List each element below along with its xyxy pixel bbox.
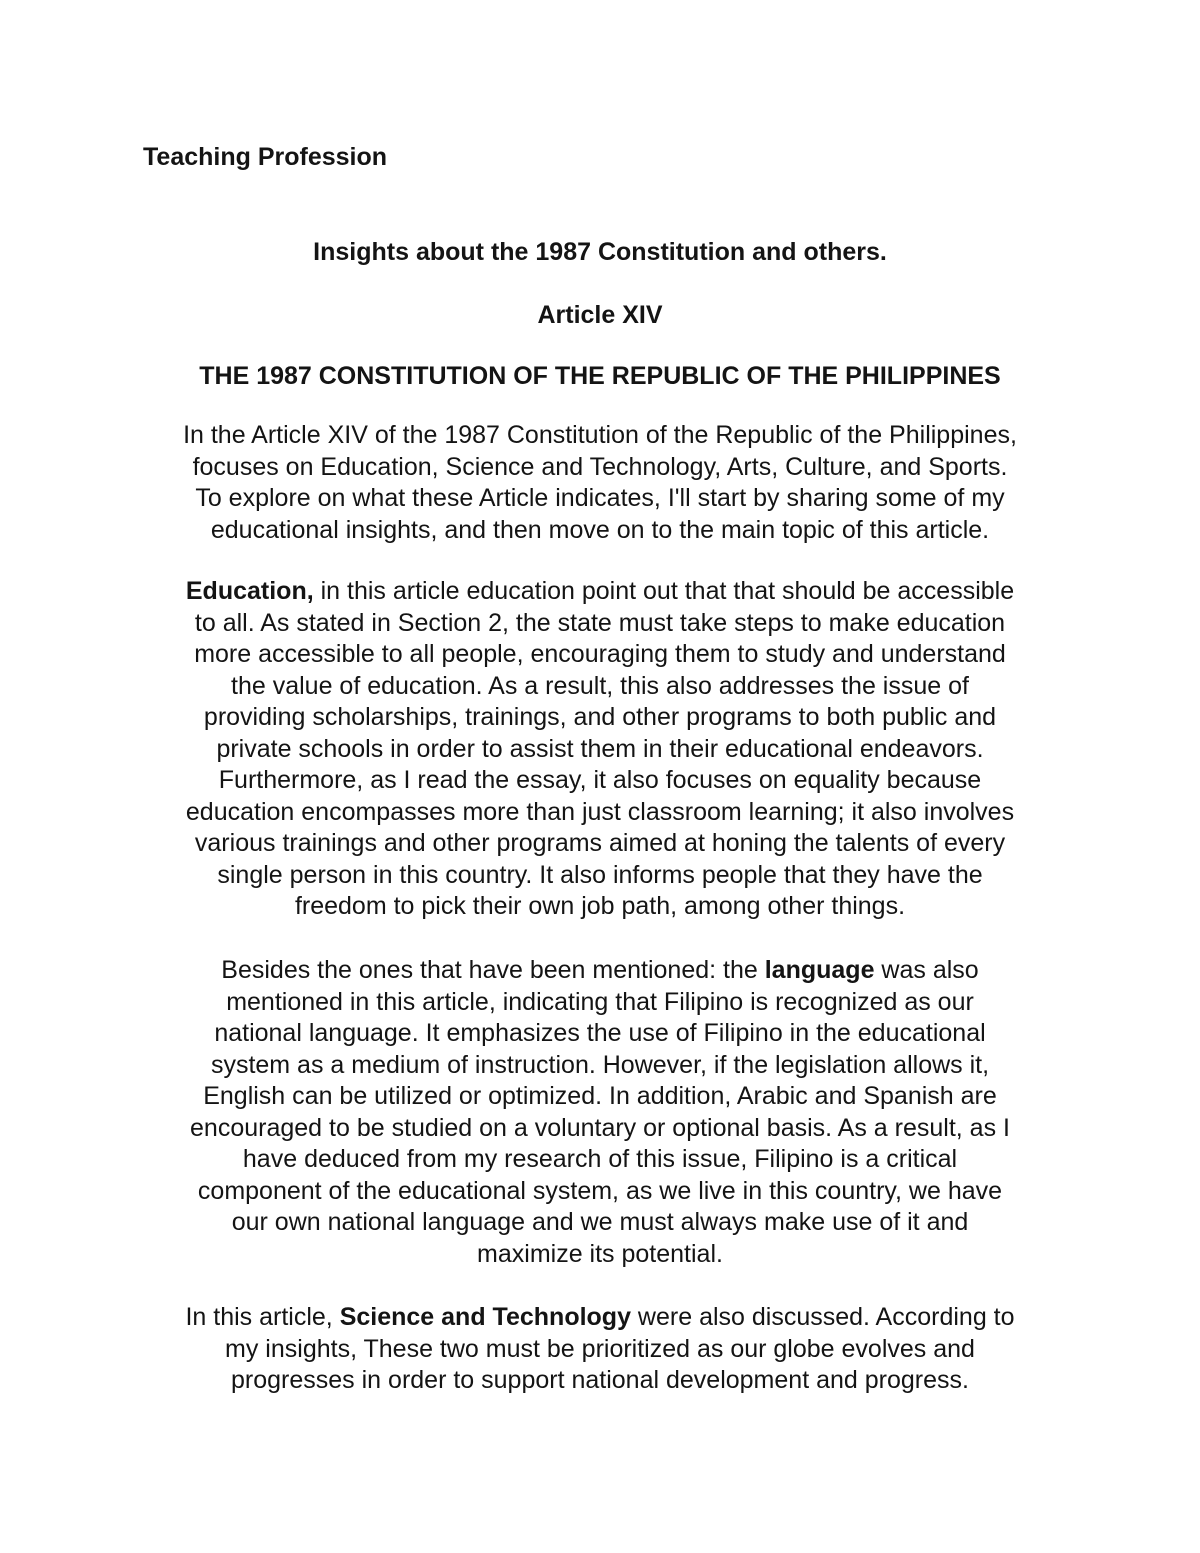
education-line: single person in this country. It also informs people that they have the: [217, 860, 983, 889]
intro-line: focuses on Education, Science and Technology, Arts, Culture, and Sports.: [192, 452, 1008, 481]
science-line: were also discussed. According to: [630, 1303, 1015, 1331]
language-line: was also: [874, 956, 979, 984]
education-line: in this article education point out that that should be accessible: [313, 577, 1015, 605]
education-line: freedom to pick their own job path, among other things.: [294, 892, 906, 920]
language-line: have deduced from my research of this issue, Filipino is a critical: [242, 1145, 958, 1173]
science-line: progresses in order to support national development and progress.: [231, 1366, 969, 1394]
education-line: various trainings and other programs aimed at honing the talents of every: [194, 829, 1006, 857]
language-line: national language. It emphasizes the use of Filipino in the educational: [214, 1019, 986, 1047]
education-keyword: Education,: [185, 577, 314, 605]
insights-heading: Insights about the 1987 Constitution and others.: [313, 238, 887, 266]
science-line: In this article,: [185, 1303, 340, 1331]
language-line: Besides the ones that have been mentioned: the: [221, 956, 765, 984]
intro-line: To explore on what these Article indicates, I'll start by sharing some of my: [195, 484, 1005, 512]
science-paragraph: [130, 1302, 1070, 1397]
education-line: private schools in order to assist them in their educational endeavors.: [216, 734, 984, 763]
education-line: the value of education. As a result, this also addresses the issue of: [231, 671, 969, 700]
intro-line: educational insights, and then move on to the main topic of this article.: [210, 515, 990, 544]
language-paragraph: [130, 955, 1070, 1270]
education-line: providing scholarships, trainings, and other programs to both public and: [203, 703, 997, 731]
education-line: education encompasses more than just classroom learning; it also involves: [185, 797, 1015, 826]
education-line: to all. As stated in Section 2, the state must take steps to make education: [194, 608, 1006, 637]
constitution-heading: THE 1987 CONSTITUTION OF THE REPUBLIC OF THE PHILIPPINES: [199, 362, 1001, 390]
science-keyword: Science and Technology: [339, 1303, 631, 1331]
science-line: my insights, These two must be prioritized as our globe evolves and: [225, 1334, 975, 1363]
education-paragraph: [130, 576, 1070, 923]
language-line: encouraged to be studied on a voluntary or optional basis. As a result, as I: [190, 1113, 1010, 1142]
language-line: mentioned in this article, indicating that Filipino is recognized as our: [226, 987, 974, 1016]
language-line: our own national language and we must always make use of it and: [231, 1208, 969, 1236]
education-line: more accessible to all people, encouraging them to study and understand: [194, 640, 1006, 668]
intro-paragraph: [130, 420, 1070, 546]
language-line: maximize its potential.: [477, 1239, 723, 1268]
language-line: system as a medium of instruction. However, if the legislation allows it,: [210, 1050, 990, 1079]
education-line: Furthermore, as I read the essay, it also focuses on equality because: [218, 766, 982, 794]
language-keyword: language: [764, 956, 875, 984]
intro-line: In the Article XIV of the 1987 Constitution of the Republic of the Philippines,: [183, 421, 1017, 449]
article-heading: Article XIV: [537, 301, 663, 329]
document-title: Teaching Profession: [143, 143, 388, 171]
language-line: component of the educational system, as we live in this country, we have: [197, 1176, 1003, 1205]
language-line: English can be utilized or optimized. In addition, Arabic and Spanish are: [203, 1082, 997, 1110]
